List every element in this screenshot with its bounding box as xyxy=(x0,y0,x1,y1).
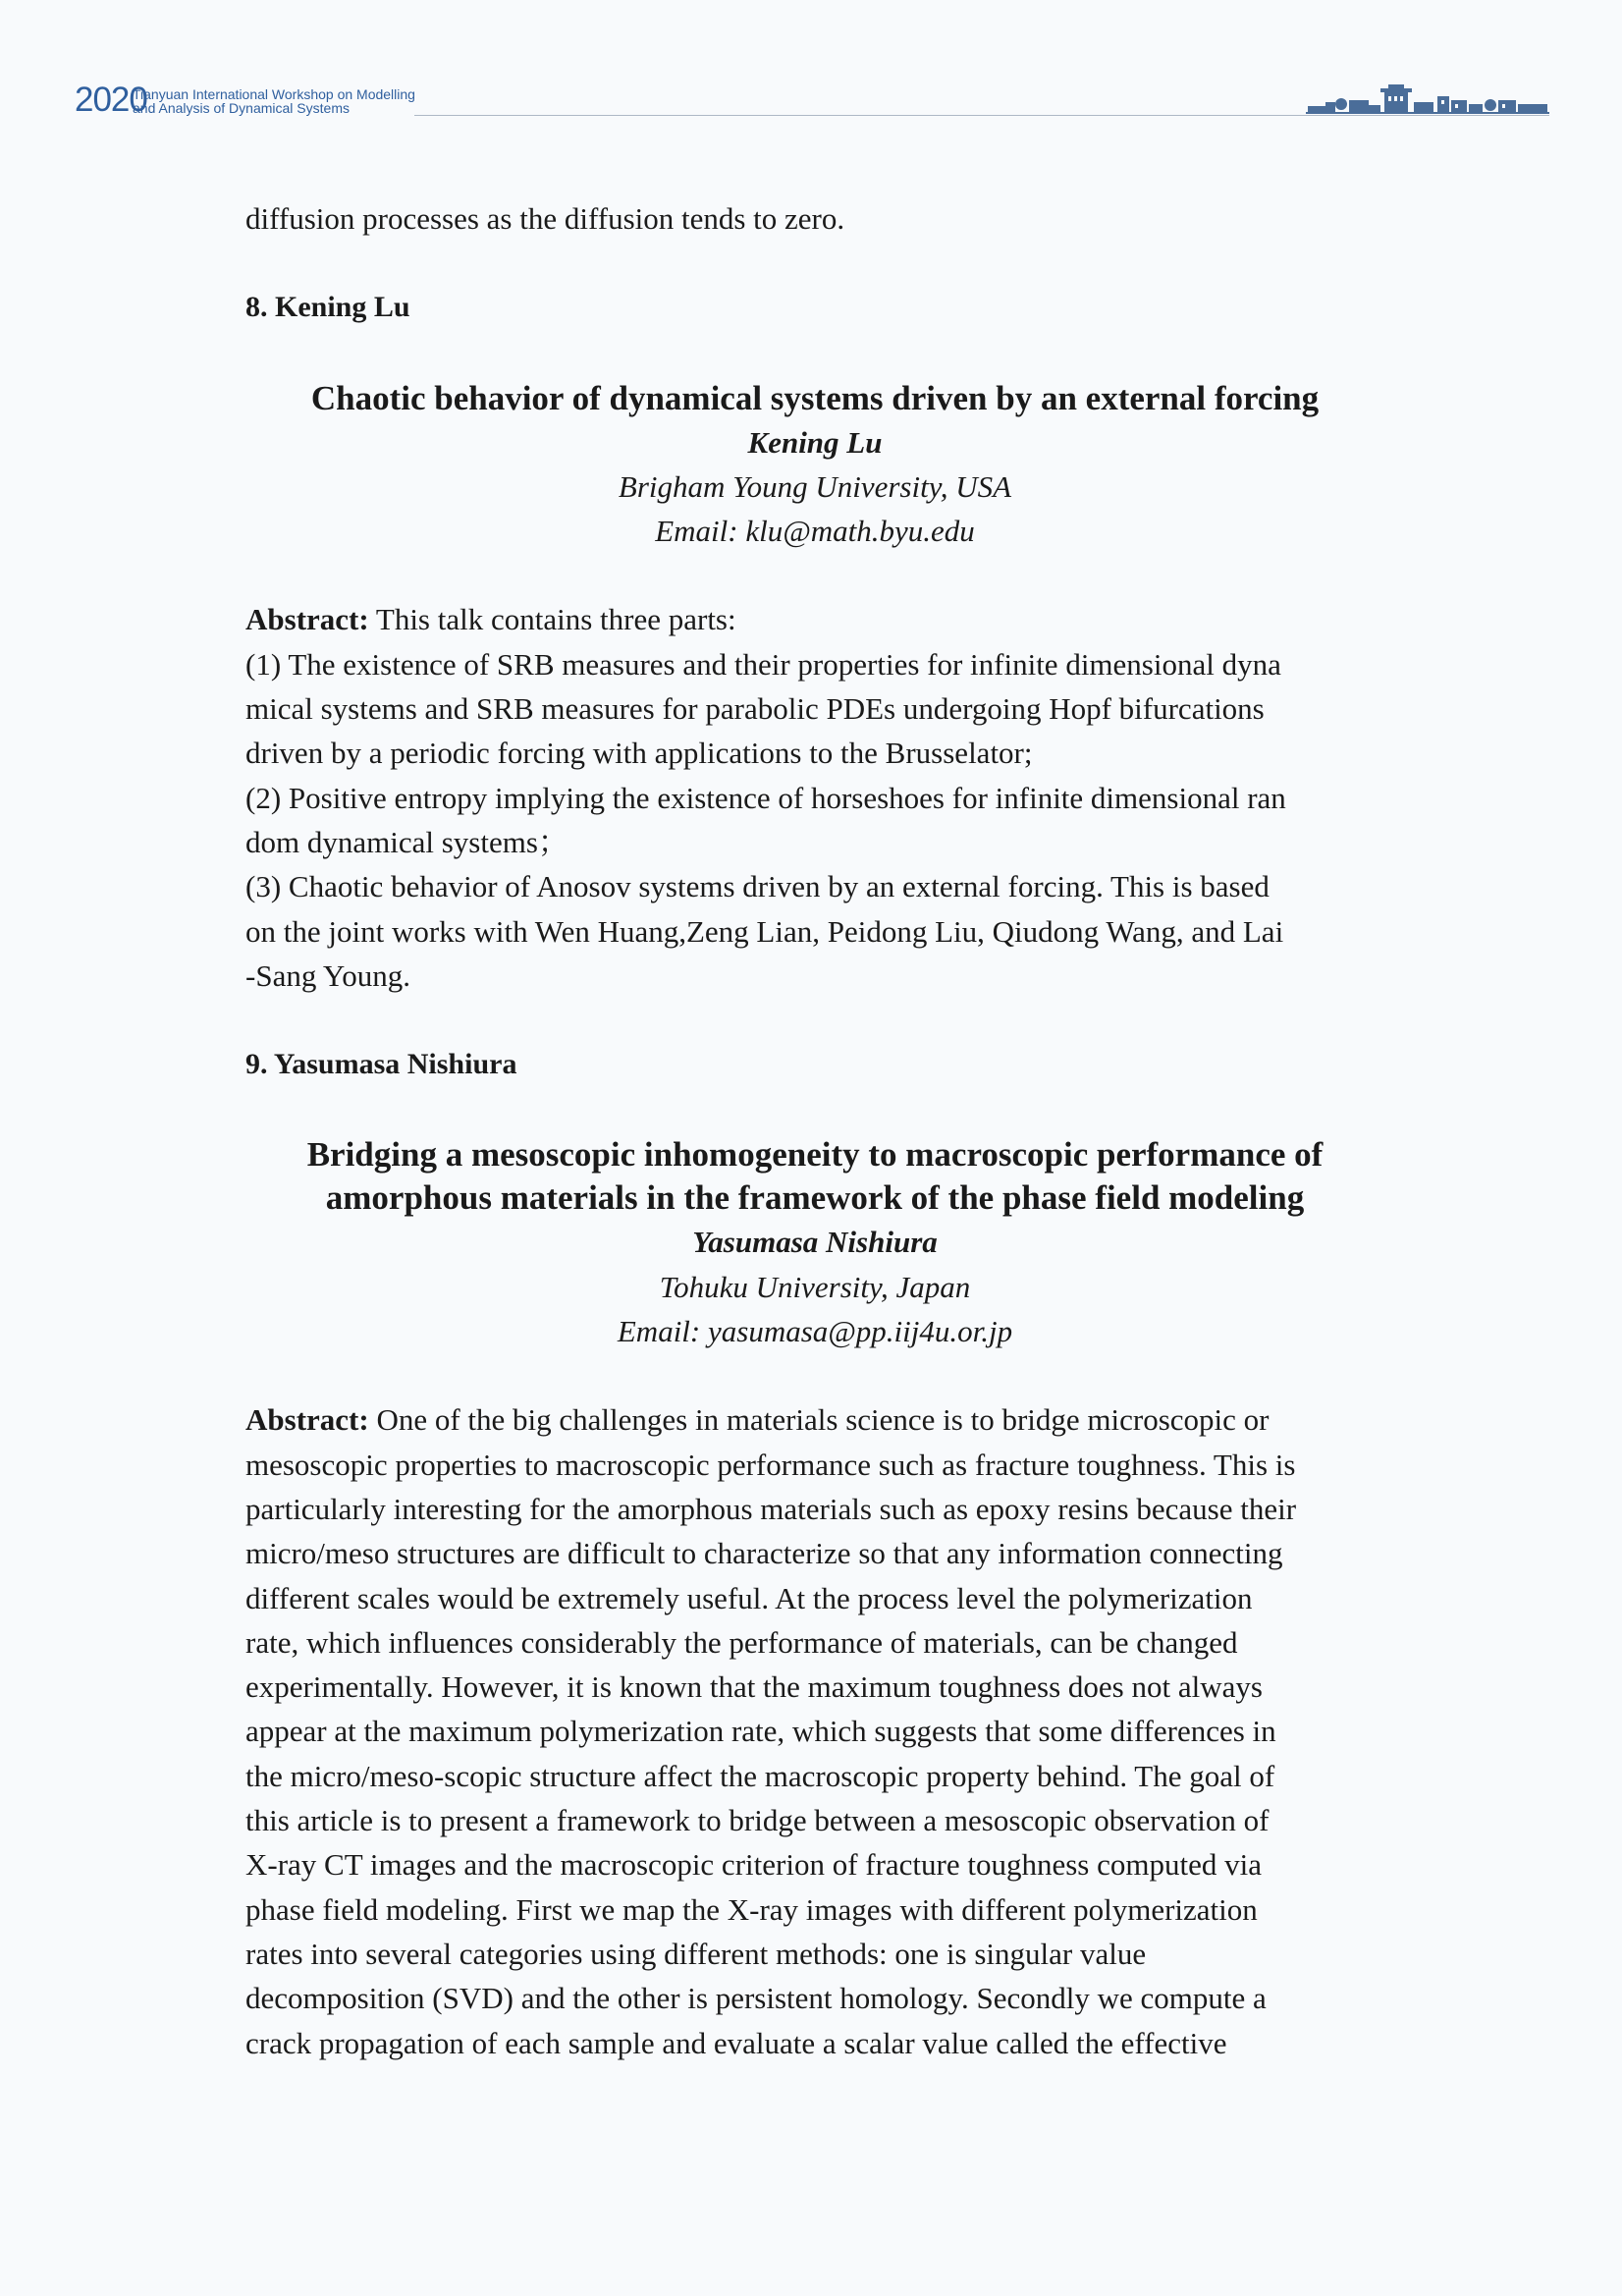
talk9-abstract-line: X-ray CT images and the macroscopic criterion of fracture toughness computed via xyxy=(245,1847,1262,1883)
talk9-abstract-line: One of the big challenges in materials science is to bridge microscopic or xyxy=(368,1402,1270,1438)
talk9-abstract xyxy=(245,1397,1384,2064)
talk9-title-line-1: Bridging a mesoscopic inhomogeneity to macroscopic performance of xyxy=(306,1135,1324,1175)
header-workshop-line-1: Tianyuan International Workshop on Modelling xyxy=(133,86,415,102)
talk9-affiliation: Tohuku University, Japan xyxy=(659,1269,971,1304)
talk8-abstract-line: (2) Positive entropy implying the existence of horseshoes for infinite dimensional ran xyxy=(245,780,1286,815)
talk9-abstract-line: mesoscopic properties to macroscopic performance such as fracture toughness. This is xyxy=(245,1447,1296,1482)
talk9-abstract-line: rates into several categories using different methods: one is singular value xyxy=(245,1936,1147,1971)
header-workshop-name xyxy=(133,87,415,115)
talk9-title-line-2: amorphous materials in the framework of the phase field modeling xyxy=(325,1178,1305,1218)
talk9-abstract-line: the micro/meso-scopic structure affect the macroscopic property behind. The goal of xyxy=(245,1758,1275,1793)
talk8-abstract-line: (3) Chaotic behavior of Anosov systems driven by an external forcing. This is based xyxy=(245,869,1270,904)
talk9-author: Yasumasa Nishiura xyxy=(692,1225,938,1260)
page-header xyxy=(0,0,1622,128)
talk9-abstract-line: different scales would be extremely useful. At the process level the polymerization xyxy=(245,1580,1253,1615)
talk8-abstract-label: Abstract: xyxy=(245,602,369,637)
talk8-abstract-line: on the joint works with Wen Huang,Zeng Lian, Peidong Liu, Qiudong Wang, and Lai xyxy=(245,913,1284,949)
talk8-abstract-line: driven by a periodic forcing with applications to the Brusselator; xyxy=(245,736,1033,771)
header-workshop-line-2: and Analysis of Dynamical Systems xyxy=(133,100,350,116)
page-content xyxy=(245,196,1384,2065)
talk9-abstract-line: experimentally. However, it is known that the maximum toughness does not always xyxy=(245,1669,1263,1705)
talk9-email: Email: yasumasa@pp.iij4u.or.jp xyxy=(617,1314,1013,1349)
talk8-abstract-line: This talk contains three parts: xyxy=(368,602,736,637)
intro-tail-text: diffusion processes as the diffusion tends to zero. xyxy=(245,201,845,236)
talk8-email: Email: klu@math.byu.edu xyxy=(655,514,975,549)
talk9-abstract-line: this article is to present a framework to bridge between a mesoscopic observation of xyxy=(245,1803,1270,1838)
talk8-affiliation: Brigham Young University, USA xyxy=(618,468,1012,504)
header-year: 2020 xyxy=(75,81,147,119)
talk8-abstract-line: (1) The existence of SRB measures and their properties for infinite dimensional dyna xyxy=(245,646,1281,682)
talk8-title: Chaotic behavior of dynamical systems driven by an external forcing xyxy=(310,378,1320,417)
talk9-abstract-line: particularly interesting for the amorphous materials such as epoxy resins because their xyxy=(245,1491,1297,1526)
talk9-abstract-line: rate, which influences considerably the performance of materials, can be changed xyxy=(245,1624,1238,1660)
campus-skyline-icon xyxy=(1306,79,1551,118)
talk9-abstract-line: phase field modeling. First we map the X-ray images with different polymerization xyxy=(245,1891,1258,1927)
talk8-abstract-line: dom dynamical systems； xyxy=(245,824,568,859)
talk8-speaker-heading: 8. Kening Lu xyxy=(245,291,410,324)
talk9-abstract-line: micro/meso structures are difficult to characterize so that any information connecting xyxy=(245,1536,1283,1571)
talk8-author: Kening Lu xyxy=(747,424,883,460)
talk8-abstract-line: -Sang Young. xyxy=(245,957,410,993)
talk9-abstract-label: Abstract: xyxy=(245,1402,369,1438)
talk8-abstract-line: mical systems and SRB measures for parabolic PDEs undergoing Hopf bifurcations xyxy=(245,691,1265,727)
talk9-abstract-line: appear at the maximum polymerization rate, which suggests that some differences in xyxy=(245,1714,1276,1749)
talk9-speaker-heading: 9. Yasumasa Nishiura xyxy=(245,1048,517,1081)
talk8-abstract xyxy=(245,597,1384,998)
talk9-abstract-line: decomposition (SVD) and the other is persistent homology. Secondly we compute a xyxy=(245,1981,1267,2016)
talk9-abstract-line: crack propagation of each sample and evaluate a scalar value called the effective xyxy=(245,2025,1227,2060)
